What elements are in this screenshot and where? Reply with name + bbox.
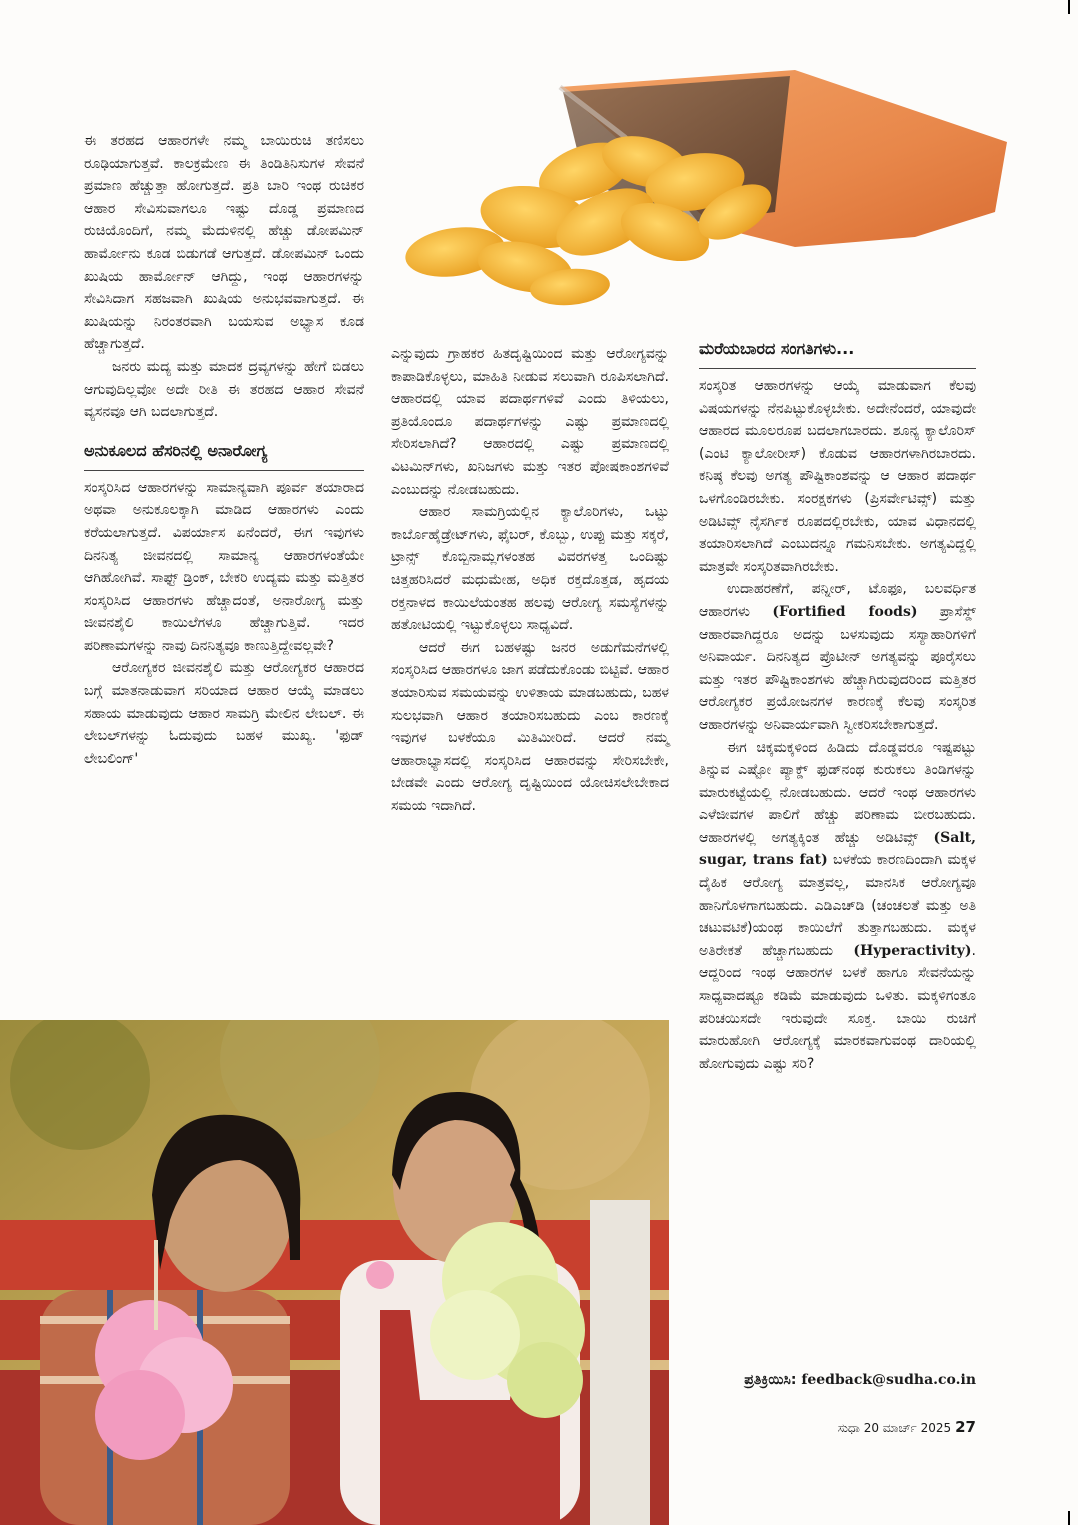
paragraph: ಈ ತರಹದ ಆಹಾರಗಳೇ ನಮ್ಮ ಬಾಯಿರುಚಿ ತಣಿಸಲು ರೂಢಿಯಾಗುತ್ತವೆ. ಕಾಲಕ್ರಮೇಣ ಈ ತಿಂಡಿತಿನಿಸುಗಳ ಸೇವನೆ ಪ್ರಮಾಣ ಹೆಚ್ಚುತ್ತಾ ಹೋಗುತ್ತದೆ. ಪ್ರತಿ ಬಾರಿ ಇಂಥ ರುಚಿಕರ ಆಹಾರ ಸೇವಿಸುವಾಗಲೂ ಇಷ್ಟು ದೊಡ್ಡ ಪ್ರಮಾಣದ ರುಚಿಯೊಂದಿಗೆ, ನಮ್ಮ ಮೆದುಳಿನಲ್ಲಿ ಹೆಚ್ಚು ಡೋಪಮಿನ್ ಹಾರ್ಮೋನು ಕೂಡ ಬಿಡುಗಡೆ ಆಗುತ್ತದೆ. ಡೋಪಮಿನ್ ಒಂದು ಖುಷಿಯ ಹಾರ್ಮೋನ್ ಆಗಿದ್ದು, ಇಂಥ ಆಹಾರಗಳನ್ನು ಸೇವಿಸಿದಾಗ ಸಹಜವಾಗಿ ಖುಷಿಯ ಅನುಭವವಾಗುತ್ತದೆ. ಈ ಖುಷಿಯನ್ನು ನಿರಂತರವಾಗಿ ಬಯಸುವ ಅಭ್ಯಾಸ ಕೂಡ ಹೆಚ್ಚಾಗುತ್ತದೆ. bbox=[84, 133, 364, 353]
english-term: (Salt, sugar, trans fat) bbox=[699, 829, 976, 869]
text-run: ಈಗ ಚಿಕ್ಕಮಕ್ಕಳಿಂದ ಹಿಡಿದು ದೊಡ್ಡವರೂ ಇಷ್ಟಪಟ್ಟು ತಿನ್ನುವ ಎಷ್ಟೋ ಪ್ಯಾಕ್ಡ್ ಫುಡ್‌ನಂಥ ಕುರುಕಲು ತಿಂಡಿಗಳನ್ನು ಮಾರುಕಟ್ಟೆಯಲ್ಲಿ ನೋಡಬಹುದು. ಆದರೆ ಇಂಥ ಆಹಾರಗಳು ಎಳೆಜೀವಗಳ ಪಾಲಿಗೆ ಹೆಚ್ಚು ಪರಿಣಾಮ ಬೀರಬಹುದು. ಆಹಾರಗಳಲ್ಲಿ ಅಗತ್ಯಕ್ಕಿಂತ ಹೆಚ್ಚು ಅಡಿಟಿವ್ಸ್ bbox=[699, 739, 976, 846]
paragraph bbox=[699, 578, 976, 736]
article-column-3 bbox=[699, 338, 976, 1075]
article-column-1 bbox=[84, 130, 364, 770]
text-run: ಬಳಕೆಯ ಕಾರಣದಿಂದಾಗಿ ಮಕ್ಕಳ ದೈಹಿಕ ಆರೋಗ್ಯ ಮಾತ್ರವಲ್ಲ, ಮಾನಸಿಕ ಆರೋಗ್ಯವೂ ಹಾನಿಗೊಳಗಾಗಬಹುದು. ಎಡಿಎಚ್‌ಡಿ (ಚಂಚಲತೆ ಮತ್ತು ಅತಿ ಚಟುವಟಿಕೆ)ಯಂಥ ಕಾಯಿಲೆಗೆ ತುತ್ತಾಗಬಹುದು. ಮಕ್ಕಳ ಅತಿರೇಕತೆ ಹೆಚ್ಚಾಗಬಹುದು bbox=[699, 852, 976, 959]
page-number: 27 bbox=[955, 1418, 976, 1436]
text-run: ಪ್ರಾಸೆಸ್ಡ್ ಆಹಾರವಾಗಿದ್ದರೂ ಅದನ್ನು ಬಳಸುವುದು ಸಸ್ಯಾಹಾರಿಗಳಿಗೆ ಅನಿವಾರ್ಯ. ದಿನನಿತ್ಯದ ಪ್ರೊಟೀನ್ ಅಗತ್ಯವನ್ನು ಪೂರೈಸಲು ಮತ್ತು ಇತರ ಪೌಷ್ಟಿಕಾಂಶಗಳು ಹೆಚ್ಚಾಗಿರುವುದರಿಂದ ಮತ್ತಿತರ ಆರೋಗ್ಯಕರ ಪ್ರಯೋಜನಗಳ ಕಾರಣಕ್ಕೆ ಕೆಲವು ಸಂಸ್ಕರಿತ ಆಹಾರಗಳನ್ನು ಅನಿವಾರ್ಯವಾಗಿ ಸ್ವೀಕರಿಸಬೇಕಾಗುತ್ತದೆ. bbox=[699, 603, 976, 733]
english-term: (Hyperactivity) bbox=[853, 942, 972, 959]
text-run: ಉದಾಹರಣೆಗೆ, ಪನ್ನೀರ್, ಟೊಫೂ, ಬಲವರ್ಧಿತ ಆಹಾರಗಳು bbox=[699, 581, 976, 620]
paragraph: ಆಹಾರ ಸಾಮಗ್ರಿಯಲ್ಲಿನ ಕ್ಯಾಲೊರಿಗಳು, ಒಟ್ಟು ಕಾರ್ಬೊಹೈಡ್ರೇಟ್‌ಗಳು, ಫೈಬರ್, ಕೊಬ್ಬು, ಉಪ್ಪು ಮತ್ತು ಸಕ್ಕರೆ, ಟ್ರಾನ್ಸ್ ಕೊಬ್ಬಿನಾಮ್ಲಗಳಂತಹ ವಿವರಗಳತ್ತ ಒಂದಿಷ್ಟು ಚಿತ್ತಹರಿಸಿದರೆ ಮಧುಮೇಹ, ಅಧಿಕ ರಕ್ತದೊತ್ತಡ, ಹೃದಯ ರಕ್ತನಾಳದ ಕಾಯಿಲೆಯಂತಹ ಹಲವು ಆರೋಗ್ಯ ಸಮಸ್ಯೆಗಳನ್ನು ಹತೋಟಿಯಲ್ಲಿ ಇಟ್ಟುಕೊಳ್ಳಲು ಸಾಧ್ಯವಿದೆ. bbox=[391, 504, 669, 634]
section-heading: ಅನುಕೂಲದ ಹೆಸರಿನಲ್ಲಿ ಅನಾರೋಗ್ಯ bbox=[84, 440, 268, 460]
heading-rule bbox=[84, 470, 364, 471]
crop-mark bbox=[1068, 0, 1070, 14]
paragraph: ಎನ್ನುವುದು ಗ್ರಾಹಕರ ಹಿತದೃಷ್ಟಿಯಿಂದ ಮತ್ತು ಆರೋಗ್ಯವನ್ನು ಕಾಪಾಡಿಕೊಳ್ಳಲು, ಮಾಹಿತಿ ನೀಡುವ ಸಲುವಾಗಿ ರೂಪಿಸಲಾಗಿದೆ. ಆಹಾರದಲ್ಲಿ ಯಾವ ಪದಾರ್ಥಗಳಿವೆ ಎಂದು ತಿಳಿಯಲು, ಪ್ರತಿಯೊಂದೂ ಪದಾರ್ಥಗಳನ್ನು ಎಷ್ಟು ಪ್ರಮಾಣದಲ್ಲಿ ಸೇರಿಸಲಾಗಿದೆ? ಆಹಾರದಲ್ಲಿ ಎಷ್ಟು ಪ್ರಮಾಣದಲ್ಲಿ ವಿಟಮಿನ್‌ಗಳು, ಖನಿಜಗಳು ಮತ್ತು ಇತರ ಪೋಷಕಾಂಶಗಳಿವೆ ಎಂಬುದನ್ನು ನೋಡಬಹುದು. bbox=[391, 346, 669, 498]
paragraph bbox=[699, 737, 976, 1076]
crop-mark bbox=[1068, 1511, 1070, 1525]
issue-date: ಸುಧಾ 20 ಮಾರ್ಚ್ 2025 bbox=[837, 1421, 952, 1435]
paragraph: ಸಂಸ್ಕರಿಸಿದ ಆಹಾರಗಳನ್ನು ಸಾಮಾನ್ಯವಾಗಿ ಪೂರ್ವ ತಯಾರಾದ ಅಥವಾ ಅನುಕೂಲಕ್ಕಾಗಿ ಮಾಡಿದ ಆಹಾರಗಳು ಎಂದು ಕರೆಯಲಾಗುತ್ತದೆ. ವಿಪರ್ಯಾಸ ಏನೆಂದರೆ, ಈಗ ಇವುಗಳು ದಿನನಿತ್ಯ ಜೀವನದಲ್ಲಿ ಸಾಮಾನ್ಯ ಆಹಾರಗಳಂತೆಯೇ ಆಗಿಹೋಗಿವೆ. ಸಾಫ್ಟ್ ಡ್ರಿಂಕ್, ಬೇಕರಿ ಉದ್ಯಮ ಮತ್ತು ಮತ್ತಿತರ ಸಂಸ್ಕರಿಸಿದ ಆಹಾರಗಳು ಹೆಚ್ಚಾದಂತೆ, ಅನಾರೋಗ್ಯ ಮತ್ತು ಜೀವನಶೈಲಿ ಕಾಯಿಲೆಗಳೂ ಹೆಚ್ಚಾಗುತ್ತಿವೆ. ಇದರ ಪರಿಣಾಮಗಳನ್ನು ನಾವು ದಿನನಿತ್ಯವೂ ಕಾಣುತ್ತಿದ್ದೇವಲ್ಲವೇ? bbox=[84, 479, 364, 654]
paragraph: ಜನರು ಮದ್ಯ ಮತ್ತು ಮಾದಕ ದ್ರವ್ಯಗಳನ್ನು ಹೇಗೆ ಬಿಡಲು ಆಗುವುದಿಲ್ಲವೋ ಅದೇ ರೀತಿ ಈ ತರಹದ ಆಹಾರ ಸೇವನೆ ವ್ಯಸನವೂ ಆಗಿ ಬದಲಾಗುತ್ತದೆ. bbox=[84, 358, 364, 421]
page-footer bbox=[838, 1418, 976, 1436]
feedback-line bbox=[744, 1372, 976, 1388]
paragraph: ಸಂಸ್ಕರಿತ ಆಹಾರಗಳನ್ನು ಆಯ್ಕೆ ಮಾಡುವಾಗ ಕೆಲವು ವಿಷಯಗಳನ್ನು ನೆನಪಿಟ್ಟುಕೊಳ್ಳಬೇಕು. ಅದೇನೆಂದರೆ, ಯಾವುದೇ ಆಹಾರದ ಮೂಲರೂಪ ಬದಲಾಗಬಾರದು. ಶೂನ್ಯ ಕ್ಯಾಲೊರಿಸ್ (ಎಂಟಿ ಕ್ಯಾಲೋರೀಸ್) ಕೊಡುವ ಆಹಾರಗಳಾಗಿರಬಾರದು. ಕನಿಷ್ಠ ಕೆಲವು ಅಗತ್ಯ ಪೌಷ್ಟಿಕಾಂಶವನ್ನು ಆ ಆಹಾರ ಪದಾರ್ಥ ಒಳಗೊಂಡಿರಬೇಕು. ಸಂರಕ್ಷಕಗಳು (ಪ್ರಿಸರ್ವೇಟಿವ್ಸ್) ಮತ್ತು ಅಡಿಟಿವ್ಸ್ ನೈಸರ್ಗಿಕ ರೂಪದಲ್ಲಿರಬೇಕು, ಯಾವ ವಿಧಾನದಲ್ಲಿ ತಯಾರಿಸಲಾಗಿದೆ ಎಂಬುದನ್ನೂ ಗಮನಿಸಬೇಕು. ಅಗತ್ಯವಿದ್ದಲ್ಲಿ ಮಾತ್ರವೇ ಸಂಸ್ಕರಿತವಾಗಿರಬೇಕು. bbox=[699, 378, 976, 575]
article-column-2 bbox=[391, 343, 669, 817]
heading-rule bbox=[699, 368, 976, 369]
feedback-label: ಪ್ರತಿಕ್ರಿಯಿಸಿ: bbox=[744, 1372, 802, 1388]
section-heading: ಮರೆಯಬಾರದ ಸಂಗತಿಗಳು... bbox=[699, 339, 855, 358]
chips-photo bbox=[395, 62, 1015, 312]
text-run: . ಆದ್ದರಿಂದ ಇಂಥ ಆಹಾರಗಳ ಬಳಕೆ ಹಾಗೂ ಸೇವನೆಯನ್ನು ಸಾಧ್ಯವಾದಷ್ಟೂ ಕಡಿಮೆ ಮಾಡುವುದು ಒಳಿತು. ಮಕ್ಕಳಿಗಂತೂ ಪರಿಚಯಿಸದೇ ಇರುವುದೇ ಸೂಕ್ತ. ಬಾಯಿ ರುಚಿಗೆ ಮಾರುಹೋಗಿ ಆರೋಗ್ಯಕ್ಕೆ ಮಾರಕವಾಗುವಂಥ ದಾರಿಯಲ್ಲಿ ಹೋಗುವುದು ಎಷ್ಟು ಸರಿ? bbox=[699, 942, 976, 1072]
paragraph: ಆದರೆ ಈಗ ಬಹಳಷ್ಟು ಜನರ ಅಡುಗೆಮನೆಗಳಲ್ಲಿ ಸಂಸ್ಕರಿಸಿದ ಆಹಾರಗಳೂ ಜಾಗ ಪಡೆದುಕೊಂಡು ಬಿಟ್ಟಿವೆ. ಆಹಾರ ತಯಾರಿಸುವ ಸಮಯವನ್ನು ಉಳಿತಾಯ ಮಾಡಬಹುದು, ಬಹಳ ಸುಲಭವಾಗಿ ಆಹಾರ ತಯಾರಿಸಬಹುದು ಎಂಬ ಕಾರಣಕ್ಕೆ ಇವುಗಳ ಬಳಕೆಯೂ ಮಿತಿಮೀರಿದೆ. ಆದರೆ ನಮ್ಮ ಆಹಾರಾಭ್ಯಾಸದಲ್ಲಿ ಸಂಸ್ಕರಿಸಿದ ಆಹಾರವನ್ನು ಸೇರಿಸಬೇಕೇ, ಬೇಡವೇ ಎಂದು ಆರೋಗ್ಯ ದೃಷ್ಟಿಯಿಂದ ಯೋಚಿಸಲೇಬೇಕಾದ ಸಮಯ ಇದಾಗಿದೆ. bbox=[391, 639, 670, 814]
english-term: (Fortified foods) bbox=[772, 603, 918, 620]
children-cotton-candy-photo bbox=[0, 1020, 669, 1525]
feedback-email[interactable]: feedback@sudha.co.in bbox=[801, 1372, 976, 1388]
paragraph: ಆರೋಗ್ಯಕರ ಜೀವನಶೈಲಿ ಮತ್ತು ಆರೋಗ್ಯಕರ ಆಹಾರದ ಬಗ್ಗೆ ಮಾತನಾಡುವಾಗ ಸರಿಯಾದ ಆಹಾರ ಆಯ್ಕೆ ಮಾಡಲು ಸಹಾಯ ಮಾಡುವುದು ಆಹಾರ ಸಾಮಗ್ರಿ ಮೇಲಿನ ಲೇಬಲ್. ಈ ಲೇಬಲ್‌ಗಳನ್ನು ಓದುವುದು ಬಹಳ ಮುಖ್ಯ. 'ಫುಡ್ ಲೇಬಲಿಂಗ್' bbox=[84, 660, 364, 767]
